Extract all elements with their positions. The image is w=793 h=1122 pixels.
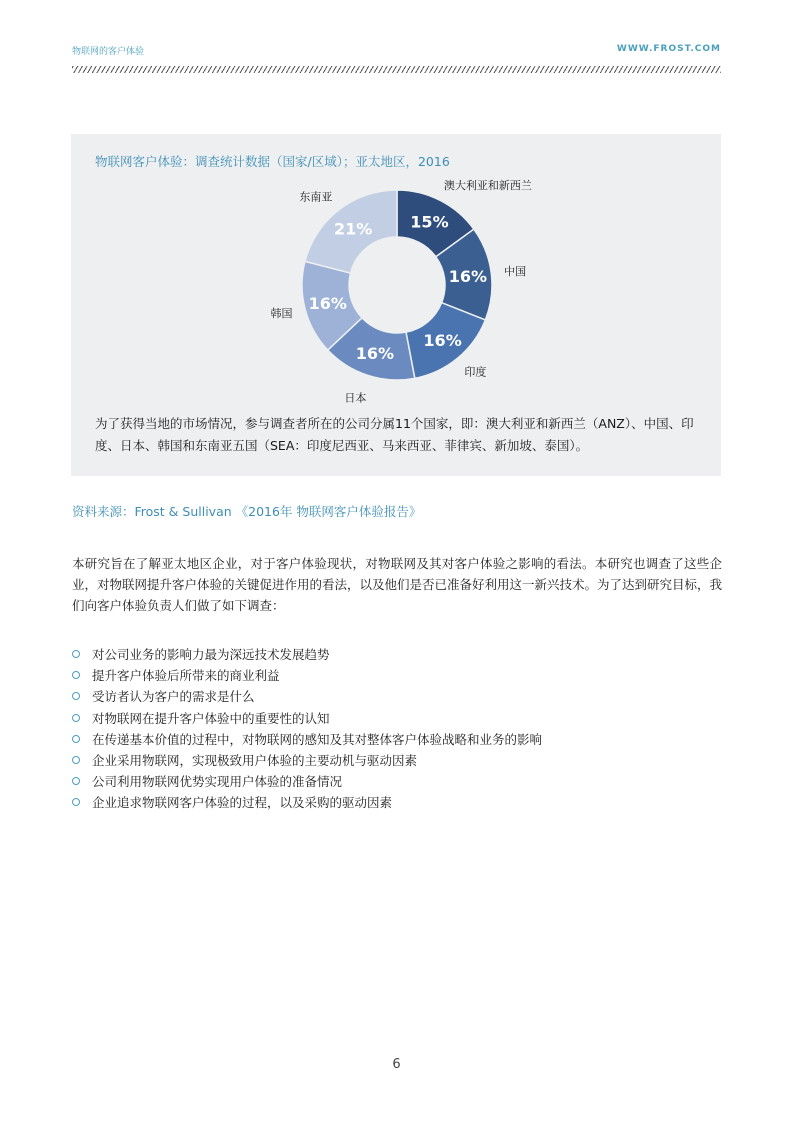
header-divider	[72, 66, 721, 73]
circle-bullet-icon	[72, 756, 80, 764]
bullet-text: 公司利用物联网优势实现用户体验的准备情况	[92, 774, 343, 790]
circle-bullet-icon	[72, 671, 80, 679]
circle-bullet-icon	[72, 650, 80, 658]
slice-value-label: 16%	[355, 344, 395, 364]
circle-bullet-icon	[72, 714, 80, 722]
category-label: 东南亚	[299, 190, 333, 204]
category-label: 韩国	[270, 306, 293, 320]
circle-bullet-icon	[72, 777, 80, 785]
bullet-item	[72, 729, 542, 750]
slice-value-label: 16%	[423, 331, 462, 351]
bullet-text: 企业追求物联网客户体验的过程，以及采购的驱动因素	[92, 795, 393, 811]
slice-value-label: 16%	[308, 293, 347, 313]
bullet-text: 受访者认为客户的需求是什么	[92, 689, 255, 705]
category-label: 印度	[464, 365, 487, 379]
circle-bullet-icon	[72, 798, 80, 806]
slice-value-label: 21%	[334, 219, 373, 239]
bullet-text: 对物联网在提升客户体验中的重要性的认知	[92, 710, 330, 726]
bullet-item	[72, 708, 542, 729]
circle-bullet-icon	[72, 692, 80, 700]
chart-title: 物联网客户体验：调查统计数据（国家/区域）；亚太地区，2016	[95, 154, 450, 169]
bullet-text: 企业采用物联网，实现极致用户体验的主要动机与驱动因素	[92, 753, 418, 769]
bullet-text: 对公司业务的影响力最为深远技术发展趋势	[92, 647, 330, 662]
source-citation: 资料来源：Frost & Sullivan 《2016年 物联网客户体验报告》	[72, 504, 422, 519]
slice-value-label: 16%	[448, 267, 488, 287]
bullet-text: 提升客户体验后所带来的商业利益	[92, 668, 280, 684]
bullet-item	[72, 792, 542, 813]
bullet-item	[72, 665, 542, 686]
bullet-item	[72, 750, 542, 771]
bullet-item	[72, 686, 542, 707]
intro-paragraph: 本研究旨在了解亚太地区企业，对于客户体验现状，对物联网及其对客户体验之影响的看法。本研究也调查了这些企业，对物联网提升客户体验的关键促进作用的看法，以及他们是否已准备好利用这一新兴技术。为了达到研究目标，我们向客户体验负责人们做了如下调查：	[72, 556, 723, 613]
bullet-list	[72, 644, 542, 814]
page-number: 6	[392, 1057, 401, 1072]
header-website[interactable]: WWW.FROST.COM	[616, 44, 721, 54]
chart-panel	[71, 134, 721, 476]
category-label: 日本	[344, 391, 367, 404]
header-title: 物联网的客户体验	[72, 47, 145, 57]
donut-chart	[71, 134, 721, 404]
category-label: 中国	[504, 264, 527, 278]
category-label: 澳大利亚和新西兰	[443, 179, 532, 193]
chart-note: 为了获得当地的市场情况，参与调查者所在的公司分属11个国家，即：澳大利亚和新西兰（ANZ）、中国、印度、日本、韩国和东南亚五国（SEA：印度尼西亚、马来西亚、菲律宾、新加坡、泰国）。	[95, 416, 694, 453]
slice-value-label: 15%	[410, 212, 449, 232]
circle-bullet-icon	[72, 735, 80, 743]
bullet-item	[72, 644, 542, 665]
bullet-item	[72, 771, 542, 792]
bullet-text: 在传递基本价值的过程中，对物联网的感知及其对整体客户体验战略和业务的影响	[92, 731, 543, 747]
